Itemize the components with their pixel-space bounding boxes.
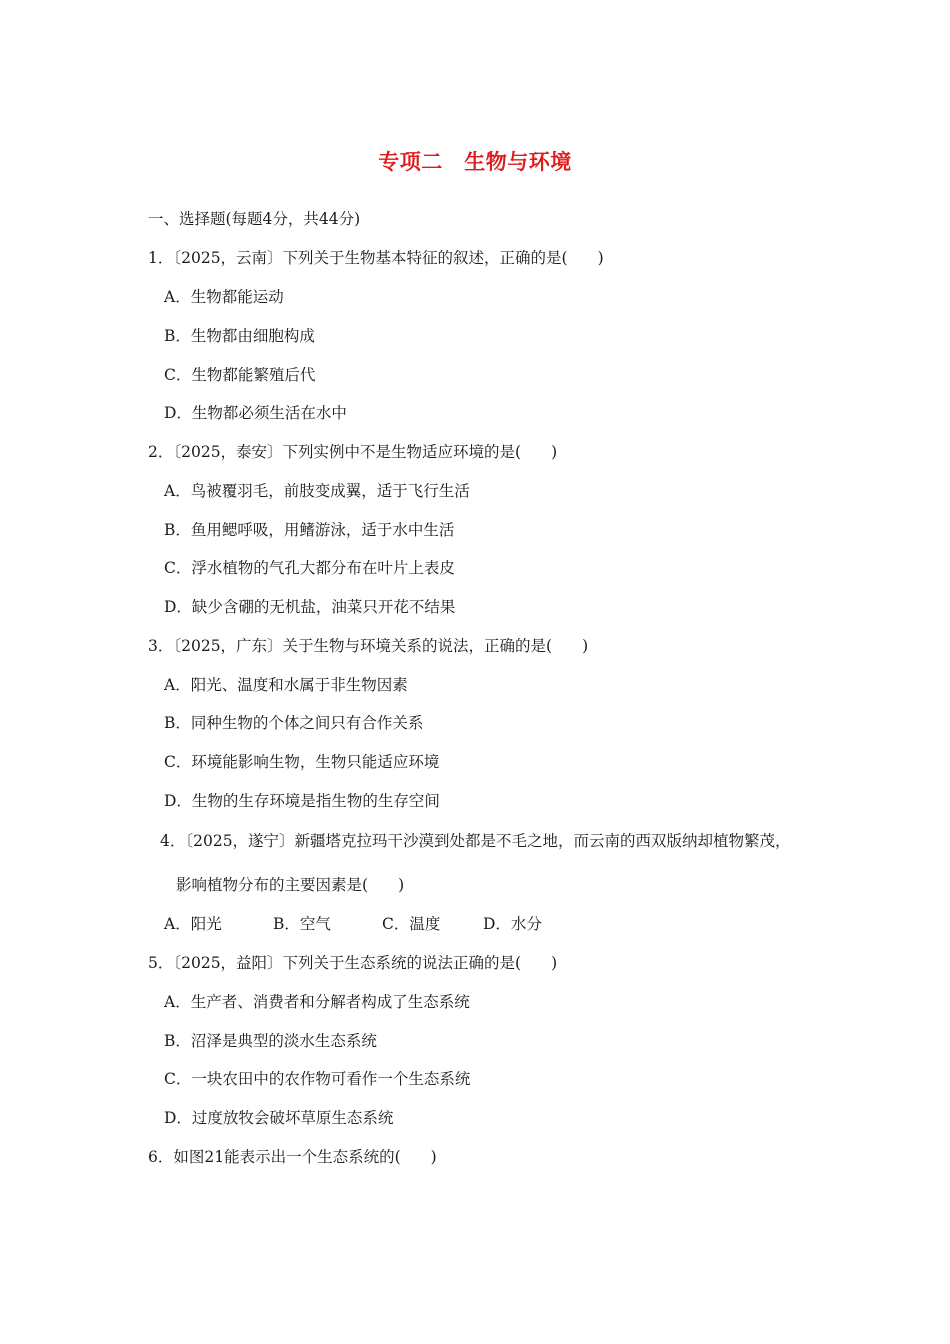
question-2-option-d: D．缺少含硼的无机盐，油菜只开花不结果 xyxy=(164,598,456,616)
question-4-option-a: A．阳光 xyxy=(164,915,222,933)
question-4-stem-continued: 影响植物分布的主要因素是( ) xyxy=(176,876,405,894)
section-heading: 一、选择题(每题4分，共44分) xyxy=(148,210,361,228)
question-1-option-b: B．生物都由细胞构成 xyxy=(164,327,315,345)
question-3-option-b: B．同种生物的个体之间只有合作关系 xyxy=(164,714,424,732)
question-1-stem: 1．〔2025，云南〕下列关于生物基本特征的叙述，正确的是( ) xyxy=(148,249,604,267)
question-5-stem: 5．〔2025，益阳〕下列关于生态系统的说法正确的是( ) xyxy=(148,954,558,972)
question-6-stem: 6．如图21能表示出一个生态系统的( ) xyxy=(148,1148,437,1166)
question-2-option-a: A．鸟被覆羽毛，前肢变成翼，适于飞行生活 xyxy=(164,482,470,500)
question-5-option-d: D．过度放牧会破坏草原生态系统 xyxy=(164,1109,394,1127)
question-3-stem: 3．〔2025，广东〕关于生物与环境关系的说法，正确的是( ) xyxy=(148,637,589,655)
question-4-option-c: C．温度 xyxy=(382,915,441,933)
question-3-option-c: C．环境能影响生物，生物只能适应环境 xyxy=(164,753,440,771)
page-title: 专项二 生物与环境 xyxy=(378,150,572,174)
question-5-option-b: B．沼泽是典型的淡水生态系统 xyxy=(164,1032,377,1050)
question-1-option-d: D．生物都必须生活在水中 xyxy=(164,404,347,422)
question-4-option-b: B．空气 xyxy=(273,915,331,933)
question-2-stem: 2．〔2025，泰安〕下列实例中不是生物适应环境的是( ) xyxy=(148,443,558,461)
question-4-stem: 4．〔2025，遂宁〕新疆塔克拉玛干沙漠到处都是不毛之地，而云南的西双版纳却植物繁茂， xyxy=(160,832,791,850)
question-4-options xyxy=(164,913,542,935)
question-5-option-c: C．一块农田中的农作物可看作一个生态系统 xyxy=(164,1070,471,1088)
question-1-option-c: C．生物都能繁殖后代 xyxy=(164,366,316,384)
question-3-option-d: D．生物的生存环境是指生物的生存空间 xyxy=(164,792,440,810)
question-2-option-b: B．鱼用鳃呼吸，用鳍游泳，适于水中生活 xyxy=(164,521,455,539)
question-1-option-a: A．生物都能运动 xyxy=(164,288,284,306)
question-2-option-c: C．浮水植物的气孔大都分布在叶片上表皮 xyxy=(164,559,455,577)
question-5-option-a: A．生产者、消费者和分解者构成了生态系统 xyxy=(164,993,470,1011)
question-4-option-d: D．水分 xyxy=(483,915,542,933)
question-3-option-a: A．阳光、温度和水属于非生物因素 xyxy=(164,676,408,694)
